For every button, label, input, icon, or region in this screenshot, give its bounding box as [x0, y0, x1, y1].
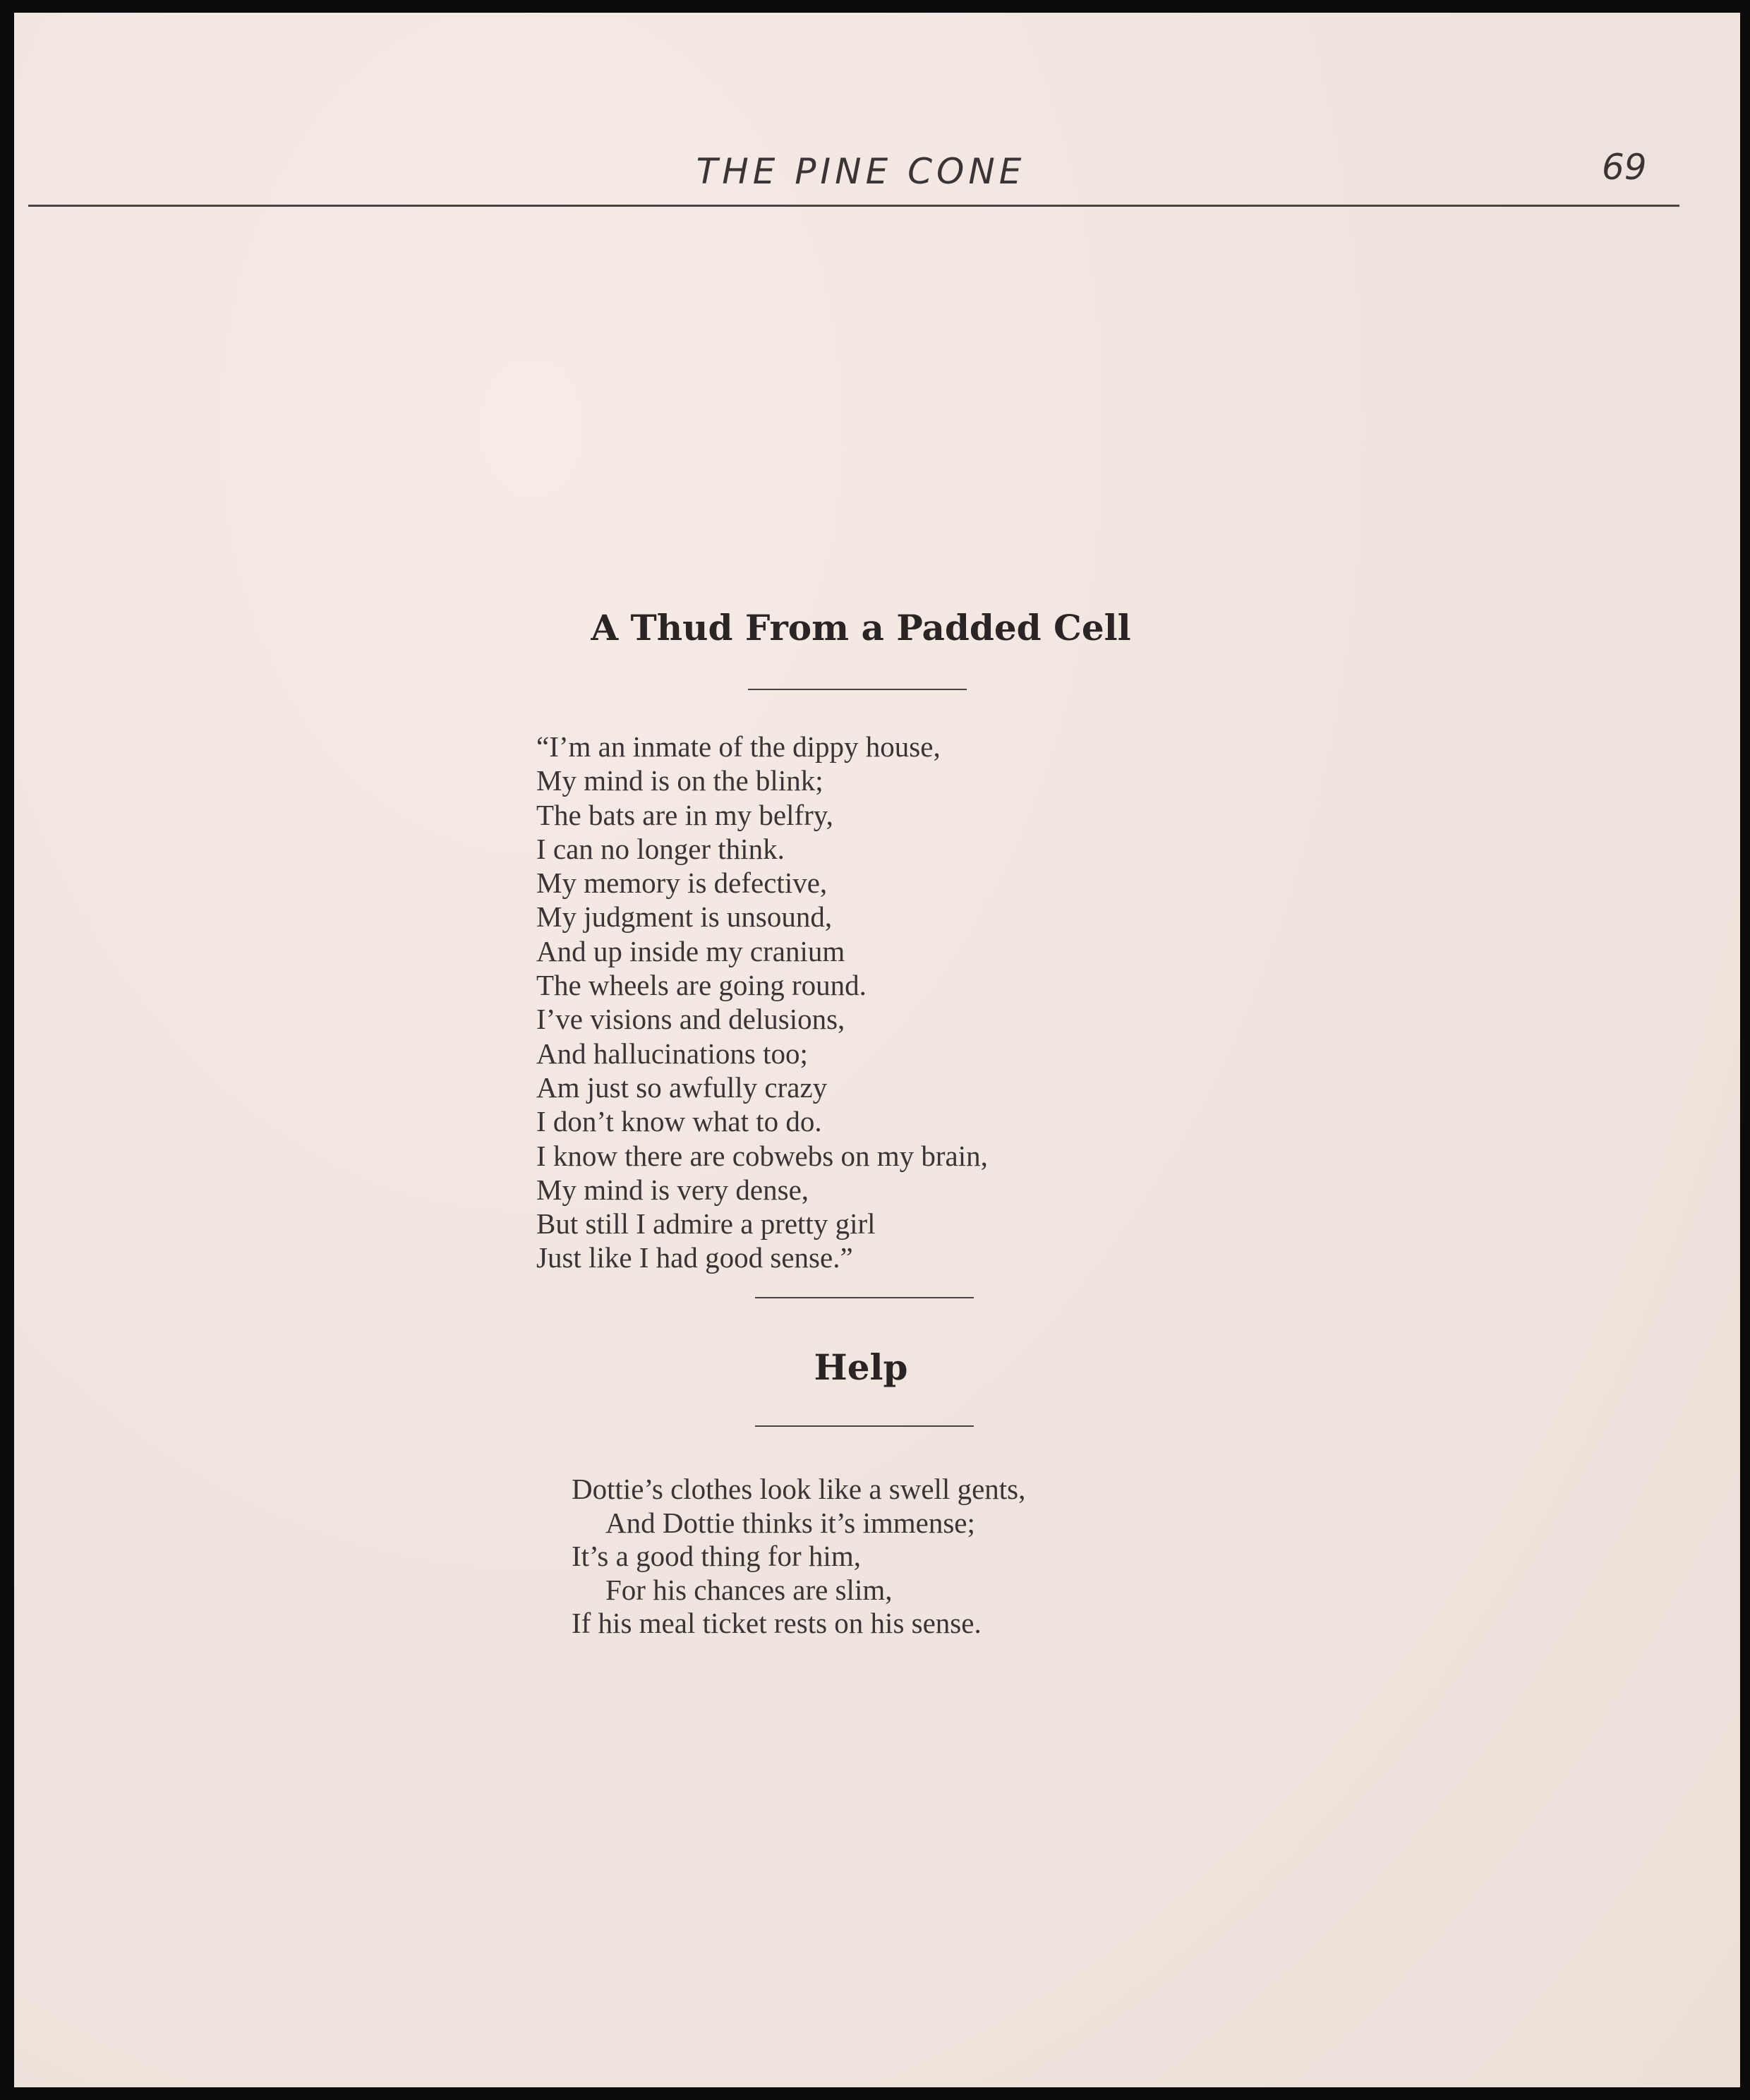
- poem-line: The bats are in my belfry,: [536, 798, 833, 831]
- poem-line: The wheels are going round.: [536, 969, 867, 1002]
- poem-line: I can no longer think.: [536, 832, 785, 865]
- poem-line: My memory is defective,: [536, 867, 828, 900]
- poem-body-thud: [536, 730, 988, 1275]
- document-page: [14, 13, 1740, 2087]
- poem-line: I’ve visions and delusions,: [536, 1003, 845, 1036]
- poem-line: And Dottie thinks it’s immense;: [605, 1506, 975, 1539]
- poem-line: Just like I had good sense.”: [536, 1241, 853, 1274]
- poem-line: It’s a good thing for him,: [572, 1540, 861, 1572]
- header-rule: [28, 205, 1679, 207]
- poem-line: My mind is on the blink;: [536, 764, 823, 797]
- poem-line: If his meal ticket rests on his sense.: [572, 1607, 982, 1639]
- poem-line: And hallucinations too;: [536, 1037, 808, 1070]
- poem-line: “I’m an inmate of the dippy house,: [536, 730, 941, 763]
- running-title: THE PINE CONE: [696, 151, 1026, 192]
- section-divider: [755, 1297, 974, 1298]
- poem-line: My judgment is unsound,: [536, 900, 833, 934]
- poem-line: I know there are cobwebs on my brain,: [536, 1139, 988, 1172]
- poem-line: I don’t know what to do.: [536, 1105, 822, 1138]
- title-divider: [748, 689, 967, 690]
- poem-title-thud: A Thud From a Padded Cell: [591, 607, 1131, 648]
- poem-line: But still I admire a pretty girl: [536, 1207, 876, 1241]
- poem-title-help: Help: [814, 1346, 908, 1388]
- page-number: 69: [1602, 147, 1647, 188]
- poem-line: For his chances are slim,: [605, 1573, 893, 1606]
- poem-line: Am just so awfully crazy: [536, 1070, 828, 1104]
- poem-line: And up inside my cranium: [536, 934, 845, 967]
- title-divider: [755, 1425, 974, 1427]
- poem-line: Dottie’s clothes look like a swell gents,: [572, 1473, 1026, 1505]
- poem-body-help: [572, 1473, 1025, 1641]
- poem-line: My mind is very dense,: [536, 1173, 809, 1206]
